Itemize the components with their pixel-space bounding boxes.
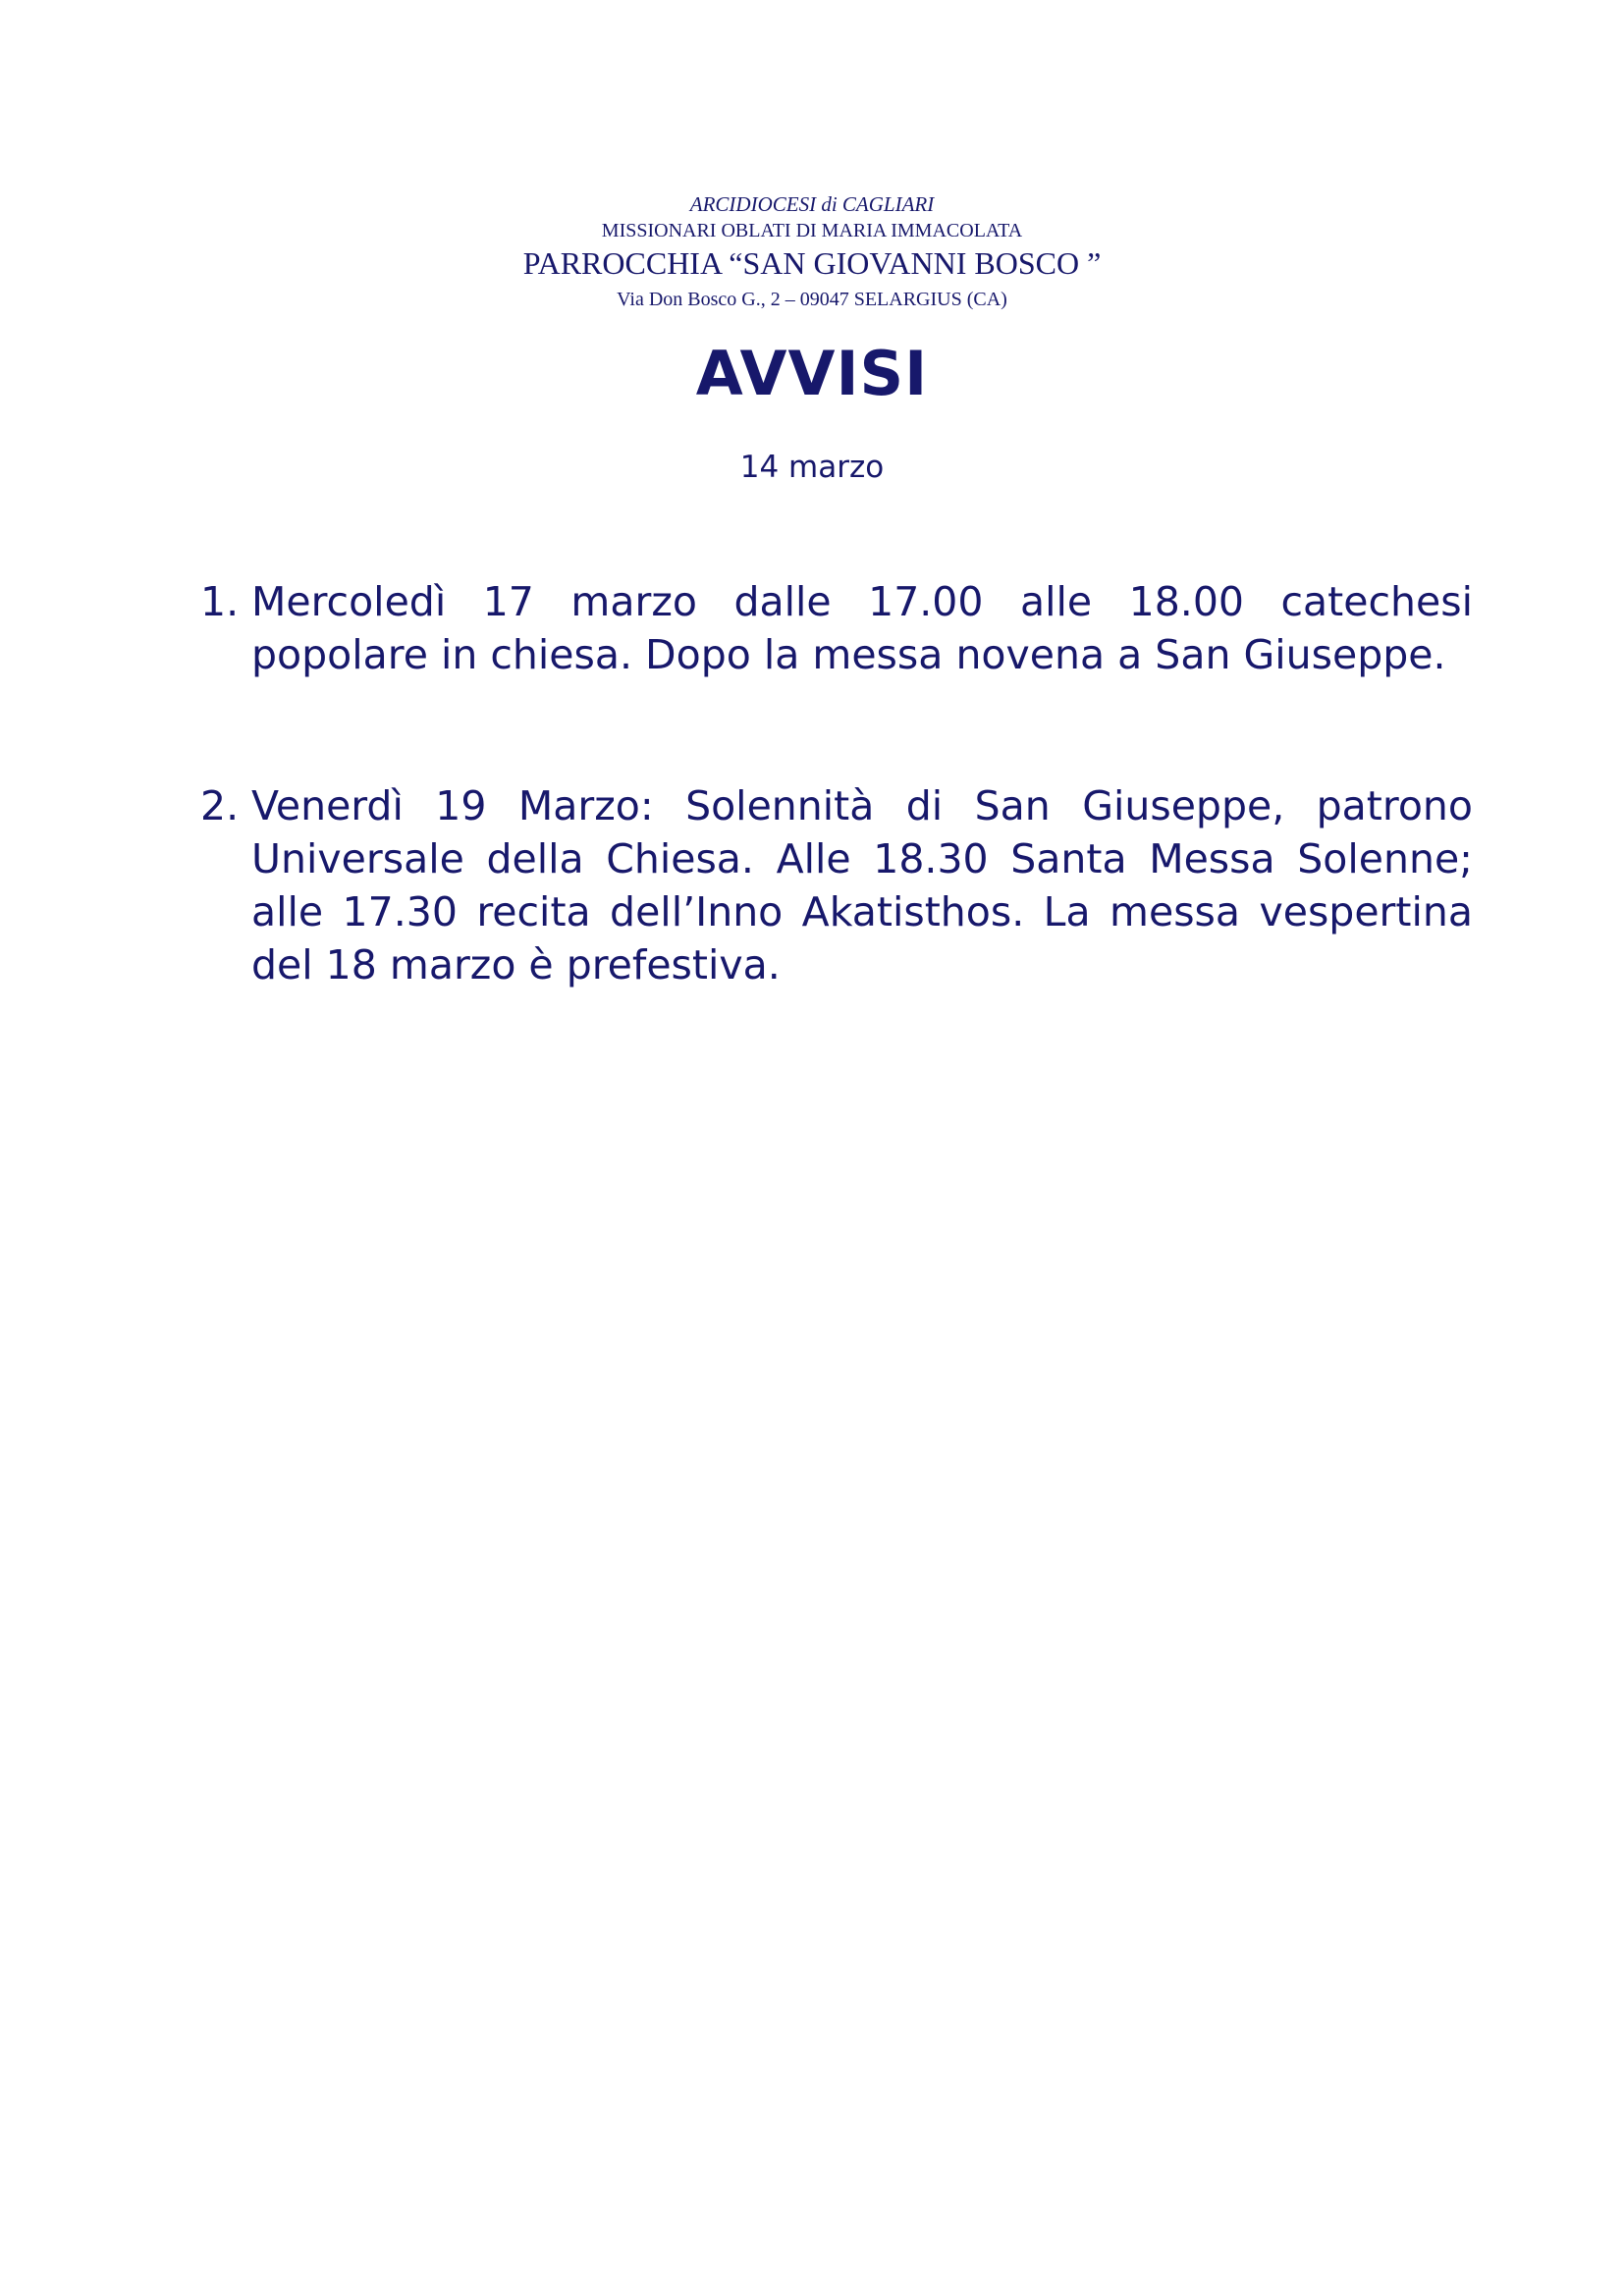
- diocese-heading: ARCIDIOCESI di CAGLIARI: [689, 192, 935, 216]
- notice-text: Venerdì 19 Marzo: Solennità di San Giuseppe, patrono Universale della Chiesa. Alle 18.30 Santa Messa Solenne; alle 17.30 recita dell’Inno Akatisthos. La messa vespertina del 18 marzo è prefestiva.: [251, 782, 1473, 988]
- missionaries-heading: MISSIONARI OBLATI DI MARIA IMMACOLATA: [601, 220, 1023, 241]
- notice-item: [200, 779, 1473, 991]
- notice-date: 14 marzo: [739, 450, 885, 485]
- page-title: AVVISI: [695, 338, 929, 409]
- parish-name: PARROCCHIA “SAN GIOVANNI BOSCO ”: [522, 245, 1102, 281]
- notice-number: 1.: [200, 578, 240, 625]
- notice-text: Mercoledì 17 marzo dalle 17.00 alle 18.00 catechesi popolare in chiesa. Dopo la messa novena a San Giuseppe.: [251, 578, 1473, 678]
- notice-item: [200, 575, 1473, 681]
- notices-list: [200, 575, 1473, 991]
- parish-address: Via Don Bosco G., 2 – 09047 SELARGIUS (CA): [617, 289, 1007, 310]
- notice-number: 2.: [200, 782, 240, 829]
